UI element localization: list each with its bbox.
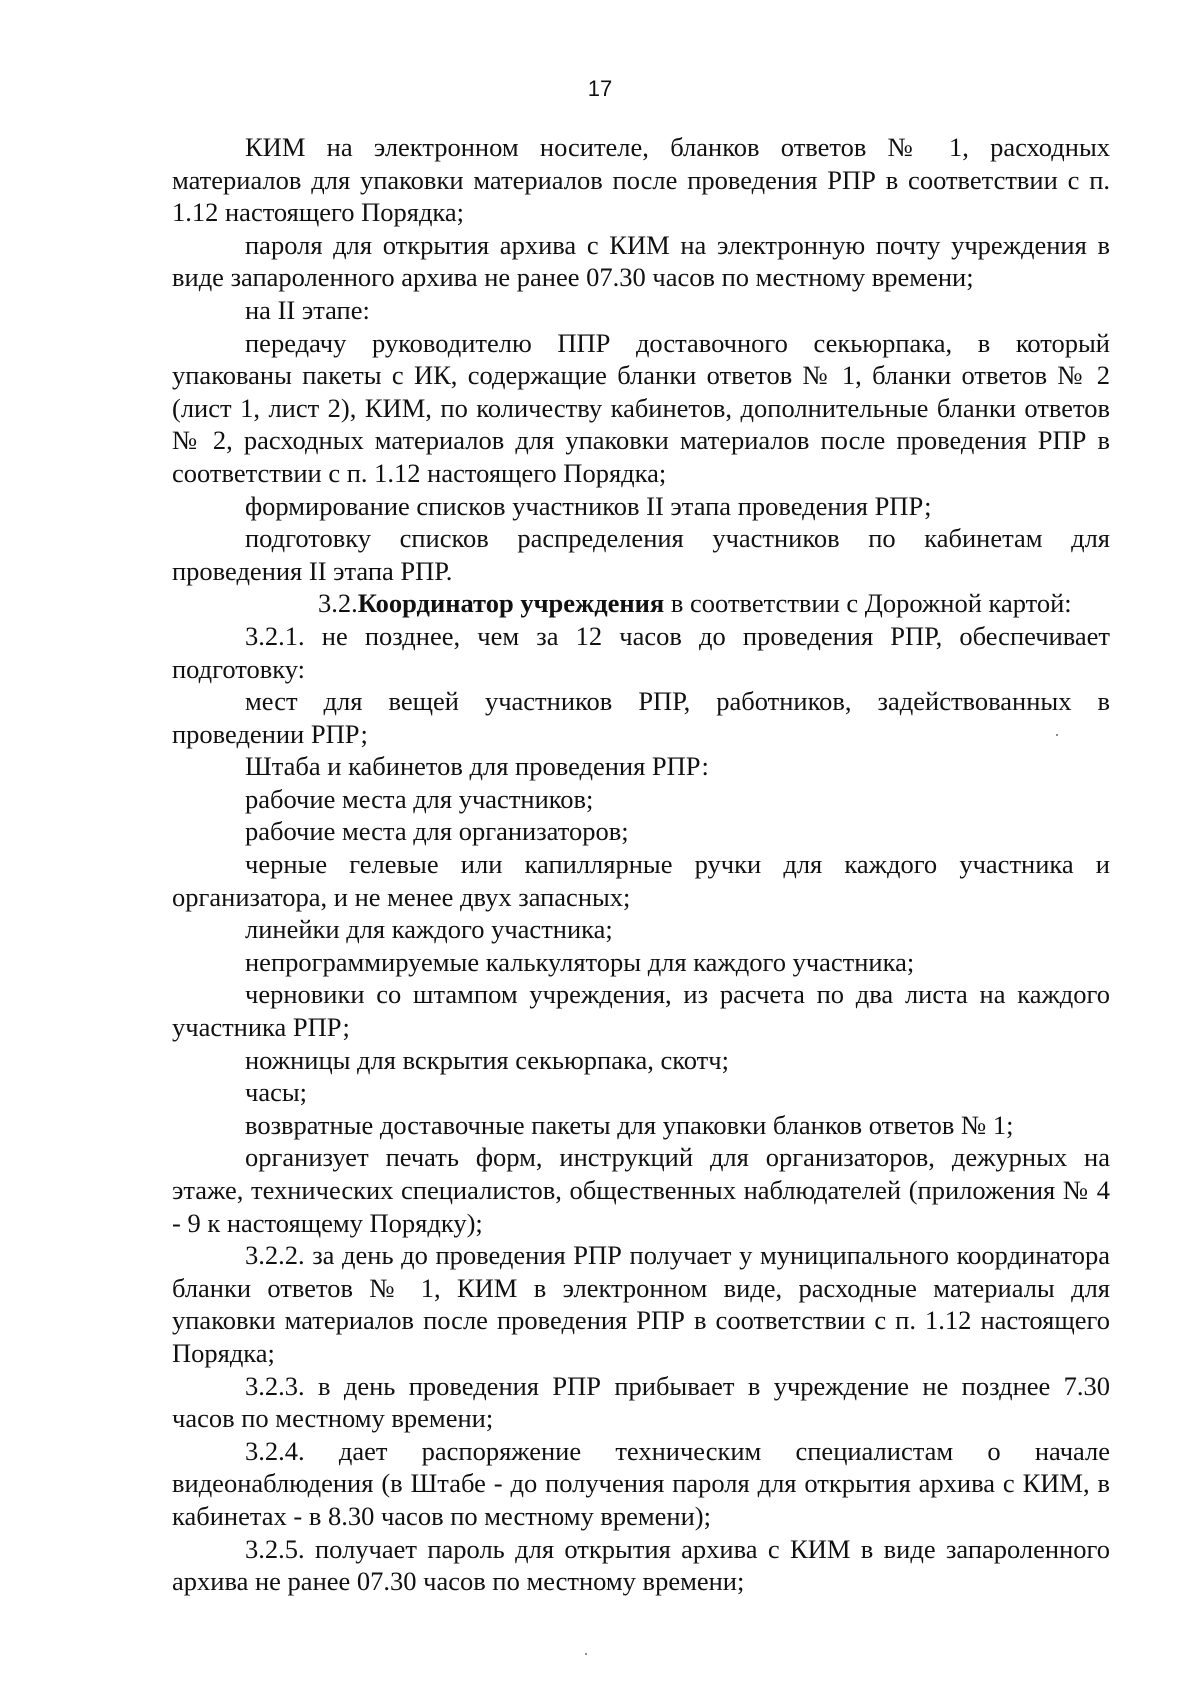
numbered-paragraph: 3.2.2. за день до проведения РПР получает у муниципального координатора бланки ответов № 1, КИМ в электронном виде, расходные материалы для упаковки материалов после проведения РПР в соответствии с п. 1.12 настоящего Порядка; — [172, 1240, 1110, 1368]
paragraph: непрограммируемые калькуляторы для каждого участника; — [245, 946, 915, 977]
paragraph: рабочие места для участников; — [245, 783, 594, 814]
numbered-paragraph: 3.2.1. не позднее, чем за 12 часов до проведения РПР, обеспечивает подготовку: — [172, 620, 1111, 684]
paragraph: ножницы для вскрытия секьюрпака, скотч; — [245, 1044, 729, 1075]
paragraph: на II этапе: — [245, 294, 370, 325]
numbered-paragraph: 3.2.5. получает пароль для открытия архива с КИМ в виде запароленного архива не ранее 07.30 часов по местному времени; — [172, 1533, 1110, 1597]
paragraph: формирование списков участников II этапа проведения РПР; — [245, 490, 932, 521]
document-body — [172, 131, 1110, 1598]
paragraph: передачу руководителю ППР доставочного секьюрпака, в который упакованы пакеты с ИК, содержащие бланки ответов № 1, бланки ответов № 2 (лист 1, лист 2), КИМ, по количеству кабинетов, дополнительные бланки ответов № 2, расходных материалов для упаковки материалов после проведения РПР в соответствии с п. 1.12 настоящего Порядка; — [172, 327, 1110, 488]
paragraph: КИМ на электронном носителе, бланков ответов № 1, расходных материалов для упаковки материалов после проведения РПР в соответствии с п. 1.12 настоящего Порядка; — [172, 132, 1110, 228]
numbered-paragraph: 3.2.3. в день проведения РПР прибывает в учреждение не позднее 7.30 часов по местному времени; — [172, 1370, 1111, 1434]
paragraph: Штаба и кабинетов для проведения РПР: — [245, 751, 709, 782]
numbered-paragraph: 3.2.4. дает распоряжение техническим специалистам о начале видеонаблюдения (в Штабе - до получения пароля для открытия архива с КИМ, в кабинетах - в 8.30 часов по местному времени); — [172, 1435, 1111, 1531]
page-number: 17 — [587, 76, 613, 101]
paragraph: линейки для каждого участника; — [245, 914, 613, 945]
section-number: 3.2. — [318, 588, 358, 619]
paragraph: пароля для открытия архива с КИМ на электронную почту учреждения в виде запароленного архива не ранее 07.30 часов по местному времени; — [172, 229, 1110, 293]
item-number: 3.2.5. — [245, 1533, 305, 1564]
item-number: 3.2.4. — [245, 1435, 305, 1466]
paragraph: черные гелевые или капиллярные ручки для каждого участника и организатора, и не менее двух запасных; — [172, 849, 1110, 912]
item-number: 3.2.2. — [245, 1240, 305, 1271]
section-heading-paragraph: 3.2.Координатор учреждения в соответствии с Дорожной картой: — [172, 587, 1110, 620]
paragraph: подготовку списков распределения участников по кабинетам для проведения II этапа РПР. — [172, 523, 1110, 586]
paragraph: черновики со штампом учреждения, из расчета по два листа на каждого участника РПР; — [172, 979, 1110, 1043]
item-number: 3.2.3. — [245, 1370, 305, 1401]
paragraph: организует печать форм, инструкций для организаторов, дежурных на этаже, технических специалистов, общественных наблюдателей (приложения № 4 - 9 к настоящему Порядку); — [172, 1142, 1110, 1238]
scan-speck — [585, 1653, 587, 1655]
section-title: Координатор учреждения — [357, 588, 665, 619]
paragraph: часы; — [245, 1077, 308, 1108]
scan-speck — [1056, 734, 1058, 736]
paragraph: возвратные доставочные пакеты для упаковки бланков ответов № 1; — [245, 1109, 1014, 1140]
paragraph: рабочие места для организаторов; — [245, 816, 629, 847]
item-number: 3.2.1. — [245, 620, 305, 651]
paragraph: мест для вещей участников РПР, работников, задействованных в проведении РПР; — [172, 686, 1110, 749]
